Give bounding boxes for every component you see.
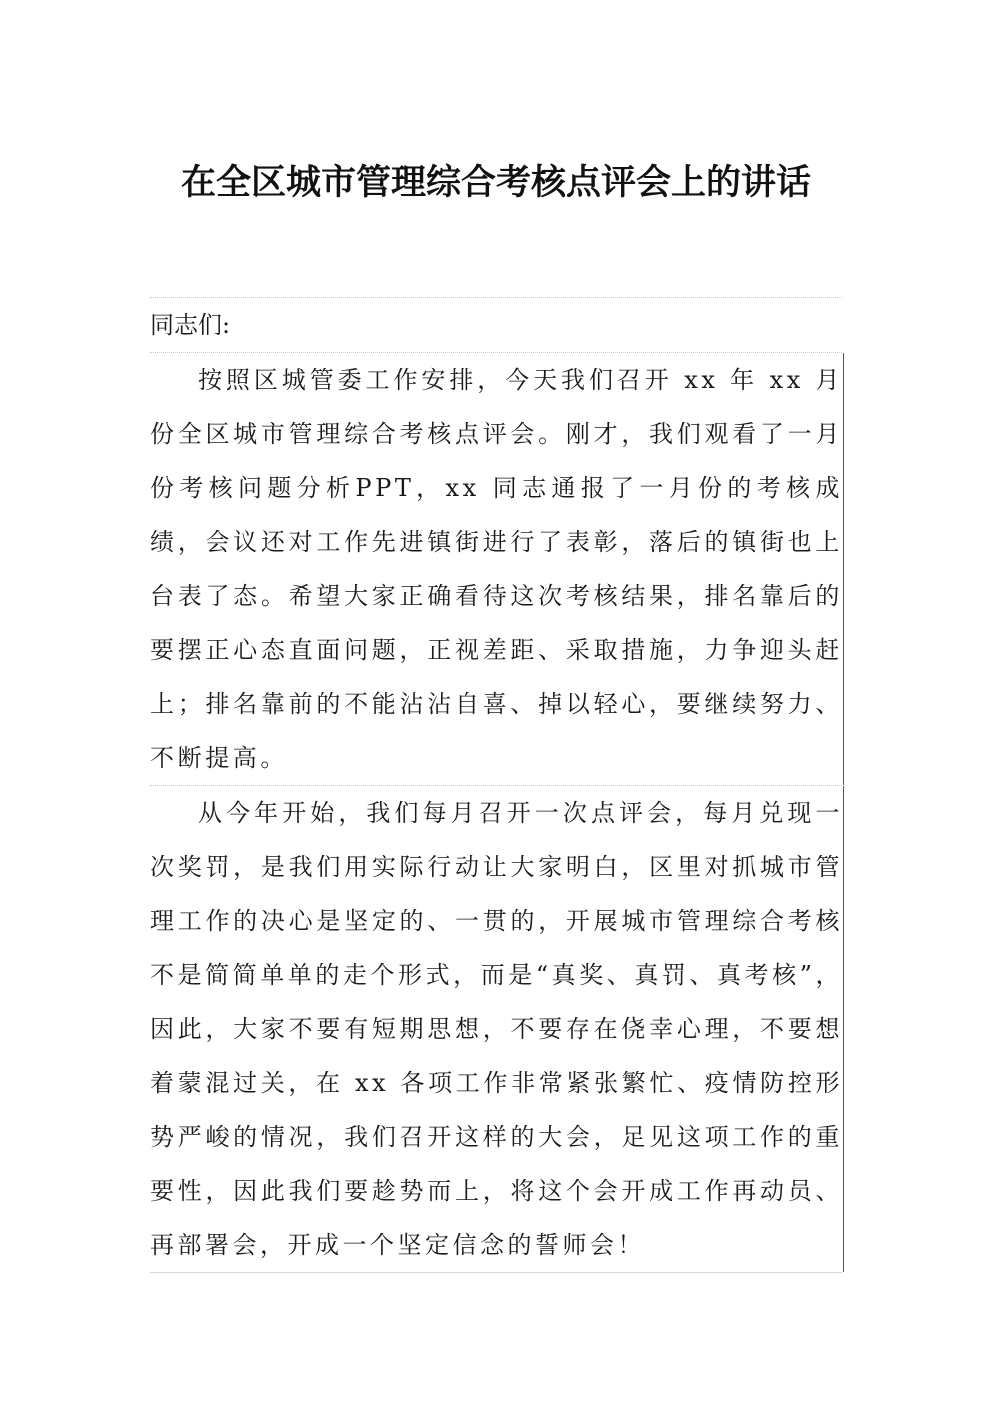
paragraph: 从今年开始，我们每月召开一次点评会，每月兑现一次奖罚，是我们用实际行动让大家明白，区里对抓城市管理工作的决心是坚定的、一贯的，开展城市管理综合考核不是简简单单的走个形式，而是“真奖、真罚、真考核”，因此，大家不要有短期思想，不要存在侥幸心理，不要想着蒙混过关，在 xx 各项工作非常紧张繁忙、疫情防控形势严峻的情况，我们召开这样的大会，足见这项工作的重要性，因此我们要趁势而上，将这个会开成工作再动员、再部署会，开成一个坚定信念的誓师会！	[150, 786, 844, 1272]
document-body	[150, 297, 842, 1273]
salutation: 同志们:	[150, 311, 231, 339]
paragraph: 按照区城管委工作安排，今天我们召开 xx 年 xx 月份全区城市管理综合考核点评会。刚才，我们观看了一月份考核问题分析PPT，xx 同志通报了一月份的考核成绩，会议还对工作先进镇街进行了表彰，落后的镇街也上台表了态。希望大家正确看待这次考核结果，排名靠后的要摆正心态直面问题，正视差距、采取措施，力争迎头赶上；排名靠前的不能沾沾自喜、掉以轻心，要继续努力、不断提高。	[150, 353, 844, 785]
document-title: 在全区城市管理综合考核点评会上的讲话	[180, 162, 811, 203]
separator-line	[150, 1272, 842, 1273]
